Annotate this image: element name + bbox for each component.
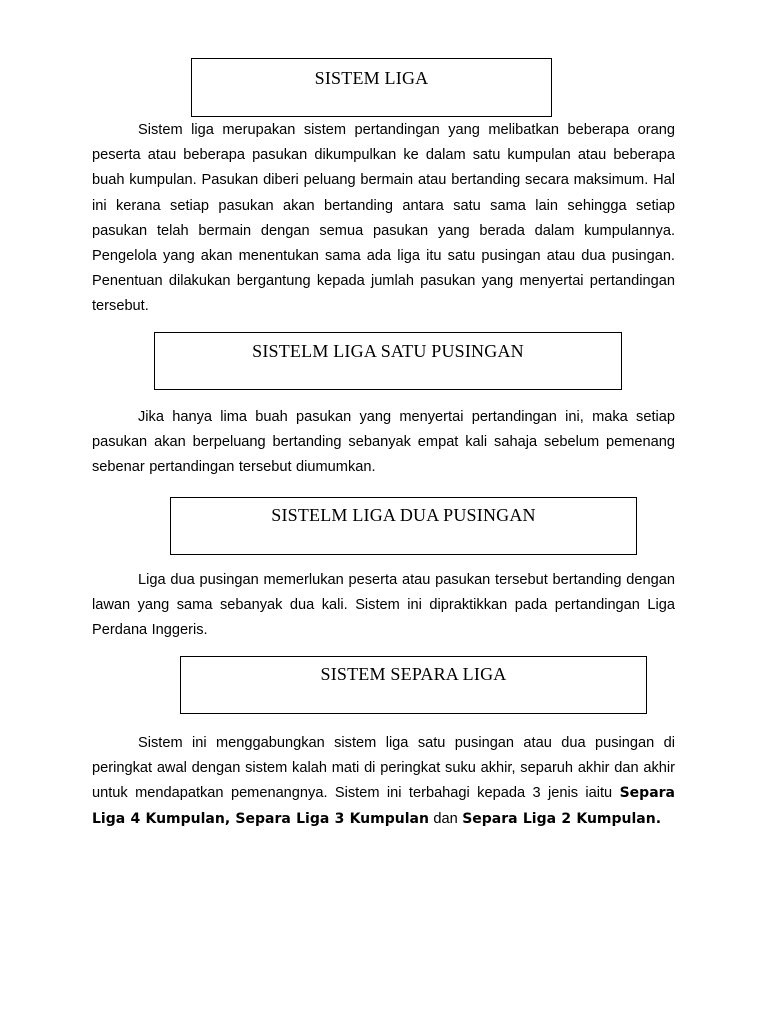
paragraph-text: Sistem ini menggabungkan sistem liga satu pusingan atau dua pusingan di peringkat awal dengan sistem kalah mati di peringkat suku akhir, separuh akhir dan akhir untuk mendapatkan pemenangnya. Sistem ini terbahagi kepada 3 jenis iaitu — [92, 735, 675, 802]
section-heading: SISTEM LIGA — [314, 68, 429, 88]
paragraph-sistem-liga: Sistem liga merupakan sistem pertandingan yang melibatkan beberapa orang peserta atau beberapa pasukan dikumpulkan ke dalam satu kumpulan atau beberapa buah kumpulan. Pasukan diberi peluang bermain atau bertanding secara maksimum. Hal ini kerana setiap pasukan akan bertanding antara satu sama lain sehingga setiap pasukan telah bermain dengan semua pasukan yang berada dalam kumpulannya. Pengelola yang akan menentukan sama ada liga itu satu pusingan atau dua pusingan. Penentuan dilakukan bergantung kepada jumlah pasukan yang menyertai pertandingan tersebut. — [92, 122, 675, 315]
section-heading: SISTEM SEPARA LIGA — [320, 664, 507, 684]
heading-box-sistem-liga — [191, 58, 552, 117]
heading-box-liga-dua-pusingan — [170, 497, 637, 555]
section-heading: SISTELM LIGA SATU PUSINGAN — [252, 341, 524, 361]
bold-type-text: Separa Liga 2 Kumpulan. — [462, 810, 662, 827]
paragraph-liga-satu-pusingan: Jika hanya lima buah pasukan yang menyertai pertandingan ini, maka setiap pasukan akan berpeluang bertanding sebanyak empat kali sahaja sebelum pemenang sebenar pertandingan tersebut diumumkan. — [92, 409, 675, 476]
heading-box-liga-satu-pusingan — [154, 332, 622, 390]
heading-box-separa-liga — [180, 656, 647, 714]
paragraph-separa-liga — [92, 731, 675, 832]
bold-types-text: Separa Liga 4 Kumpulan, Separa Liga 3 Kumpulan — [92, 785, 675, 827]
connector-text: dan — [428, 810, 463, 827]
paragraph-liga-dua-pusingan: Liga dua pusingan memerlukan peserta atau pasukan tersebut bertanding dengan lawan yang sama sebanyak dua kali. Sistem ini dipraktikkan pada pertandingan Liga Perdana Inggeris. — [92, 572, 675, 639]
section-heading: SISTELM LIGA DUA PUSINGAN — [271, 505, 536, 525]
